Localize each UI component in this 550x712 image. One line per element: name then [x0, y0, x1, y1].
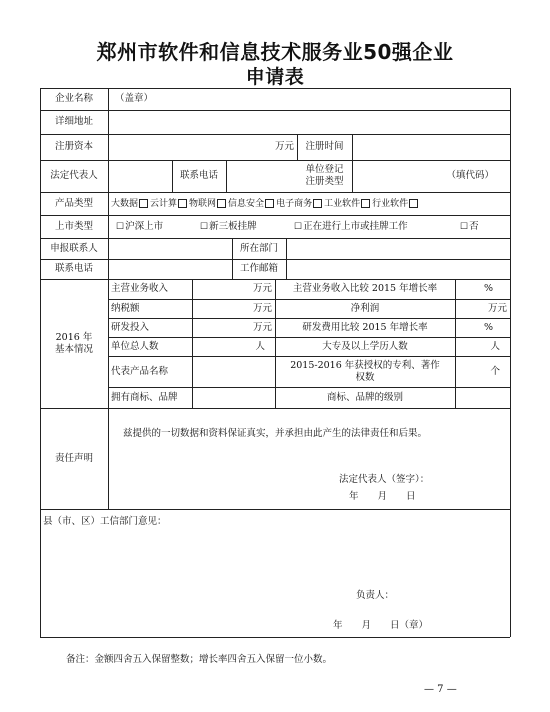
label-registration-type: 单位登记 注册类型 — [305, 164, 344, 187]
unit-patents: 个 — [490, 365, 500, 377]
product-type-iot: 物联网 — [189, 198, 217, 209]
product-type-security: 信息安全 — [228, 198, 265, 209]
product-type-cloud: 云计算 — [150, 198, 178, 209]
application-form — [40, 88, 510, 637]
unit-revenue-growth: % — [483, 283, 494, 294]
registered-capital-unit: 万元 — [274, 141, 294, 152]
footer-note: 备注：金额四舍五入保留整数；增长率四舍五入保留一位小数。 — [66, 654, 333, 665]
label-product-type: 产品类型 — [54, 197, 93, 209]
label-rd-investment: 研发投入 — [111, 321, 150, 333]
label-legal-representative: 法定代表人 — [50, 170, 98, 181]
fill-code-hint: （填代码） — [446, 170, 494, 181]
label-net-profit: 净利润 — [350, 302, 380, 314]
product-type-industry: 行业软件 — [372, 198, 409, 209]
legal-representative-field[interactable] — [108, 160, 172, 192]
unit-tax: 万元 — [252, 302, 272, 314]
form-subtitle: 申请表 — [245, 66, 305, 88]
label-tax: 纳税额 — [111, 302, 140, 314]
page-number: — 7 — — [424, 684, 457, 695]
label-patents: 2015-2016 年获授权的专利、著作 权数 — [290, 359, 440, 383]
unit-net-profit: 万元 — [487, 302, 507, 314]
checkbox-iot[interactable] — [217, 199, 226, 208]
listing-option-shanghai-shenzhen[interactable]: ☐ 沪深上市 — [116, 220, 164, 232]
label-work-email: 工作邮箱 — [239, 263, 278, 274]
checkbox-industry[interactable] — [409, 199, 418, 208]
address-field[interactable] — [108, 110, 510, 134]
label-college-employees: 大专及以上学历人数 — [322, 340, 408, 352]
legal-rep-signature-label: 法定代表人（签字）： — [339, 474, 430, 485]
unit-main-revenue: 万元 — [252, 283, 272, 294]
label-registered-capital: 注册资本 — [54, 141, 93, 152]
label-listing-type: 上市类型 — [54, 220, 93, 232]
listing-option-no[interactable]: ☐ 否 — [460, 220, 479, 232]
product-type-ecommerce: 电子商务 — [276, 198, 313, 209]
responsibility-statement: 兹提供的一切数据和资料保证真实，并承担由此产生的法律责任和后果。 — [123, 428, 428, 439]
listing-option-in-progress[interactable]: ☐ 正在进行上市或挂牌工作 — [294, 220, 408, 232]
unit-college-employees: 人 — [490, 340, 500, 352]
company-name-field[interactable] — [240, 88, 510, 110]
label-total-employees: 单位总人数 — [111, 340, 159, 352]
product-type-options — [108, 192, 510, 215]
label-contact-person: 申报联系人 — [50, 242, 98, 254]
checkbox-industrial[interactable] — [361, 199, 370, 208]
label-rd-growth: 研发费用比较 2015 年增长率 — [302, 321, 428, 333]
label-contact-phone: 联系电话 — [54, 263, 93, 274]
checkbox-icon: ☐ — [116, 221, 125, 232]
product-type-industrial: 工业软件 — [324, 198, 361, 209]
product-type-big-data: 大数据 — [111, 198, 139, 209]
registration-time-field[interactable] — [352, 134, 510, 160]
label-trademark: 拥有商标、品牌 — [111, 391, 178, 403]
unit-total-employees: 人 — [255, 340, 265, 352]
label-main-revenue: 主营业务收入 — [111, 283, 169, 294]
checkbox-big-data[interactable] — [139, 199, 148, 208]
label-revenue-growth: 主营业务收入比较 2015 年增长率 — [292, 283, 438, 294]
checkbox-icon: ☐ — [460, 221, 469, 232]
listing-option-neeq[interactable]: ☐ 新三板挂牌 — [200, 220, 257, 232]
seal-date: 年 月 日（章） — [333, 620, 429, 631]
label-product-name: 代表产品名称 — [111, 365, 169, 377]
checkbox-icon: ☐ — [200, 221, 209, 232]
checkbox-security[interactable] — [265, 199, 274, 208]
label-2016-basic-info: 2016 年 基本情况 — [54, 331, 93, 355]
company-name-seal-hint: （盖章） — [115, 93, 154, 104]
checkbox-ecommerce[interactable] — [313, 199, 322, 208]
responsible-person-label: 负责人： — [356, 590, 395, 601]
label-department: 所在部门 — [239, 242, 278, 254]
checkbox-icon: ☐ — [294, 221, 303, 232]
form-title: 郑州市软件和信息技术服务业50强企业 — [96, 40, 454, 64]
label-county-opinion: 县（市、区）工信部门意见： — [43, 516, 167, 527]
unit-rd-growth: % — [483, 321, 494, 333]
label-registration-time: 注册时间 — [305, 141, 344, 152]
checkbox-cloud[interactable] — [178, 199, 187, 208]
label-phone: 联系电话 — [179, 170, 218, 181]
label-company-name: 企业名称 — [54, 93, 93, 104]
signature-date: 年 月 日 — [349, 491, 416, 502]
unit-rd-investment: 万元 — [252, 321, 272, 333]
label-responsibility: 责任声明 — [54, 452, 93, 464]
label-address: 详细地址 — [54, 116, 93, 127]
label-trademark-level: 商标、品牌的级别 — [326, 391, 403, 403]
